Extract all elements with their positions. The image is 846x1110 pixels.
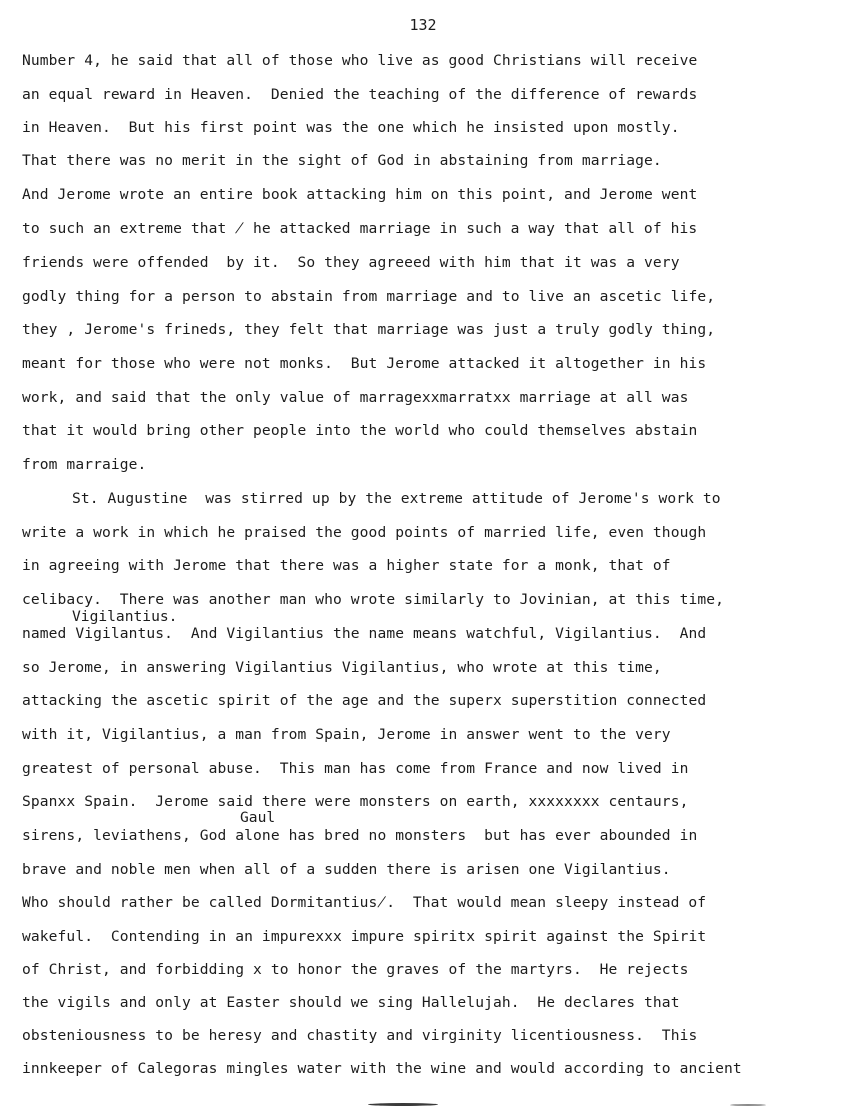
text-line: in Heaven. But his first point was the one which he insisted upon mostly.: [22, 119, 680, 136]
interlinear-insertion: Vigilantius.: [72, 608, 178, 625]
page-number: 132: [409, 16, 437, 34]
text-line: Spanxx Spain. Jerome said there were monsters on earth, xxxxxxxx centaurs,: [22, 793, 689, 810]
text-line: wakeful. Contending in an impurexxx impure spiritx spirit against the Spirit: [22, 928, 707, 945]
text-line: write a work in which he praised the good points of married life, even though: [22, 524, 707, 541]
text-line: Who should rather be called Dormitantius̸. That would mean sleepy instead of: [22, 894, 707, 911]
text-line: in agreeing with Jerome that there was a higher state for a monk, that of: [22, 557, 671, 574]
text-line: And Jerome wrote an entire book attacking him on this point, and Jerome went: [22, 186, 698, 203]
text-line: godly thing for a person to abstain from marriage and to live an ascetic life,: [22, 288, 716, 305]
text-line: St. Augustine was stirred up by the extreme attitude of Jerome's work to: [72, 490, 721, 507]
text-line: of Christ, and forbidding x to honor the graves of the martyrs. He rejects: [22, 961, 689, 978]
text-line: Number 4, he said that all of those who live as good Christians will receive: [22, 52, 698, 69]
text-line: named Vigilantus. And Vigilantius the name means watchful, Vigilantius. And: [22, 625, 707, 642]
text-line: so Jerome, in answering Vigilantius Vigilantius, who wrote at this time,: [22, 659, 662, 676]
text-line: to such an extreme that ̸ he attacked marriage in such a way that all of his: [22, 220, 698, 237]
text-line: friends were offended by it. So they agreeed with him that it was a very: [22, 254, 680, 271]
text-line: from marraige.: [22, 456, 147, 473]
text-line: That there was no merit in the sight of God in abstaining from marriage.: [22, 152, 662, 169]
text-line: greatest of personal abuse. This man has come from France and now lived in: [22, 760, 689, 777]
text-line: an equal reward in Heaven. Denied the teaching of the difference of rewards: [22, 86, 698, 103]
ink-smudge: [368, 1103, 438, 1106]
text-line: they , Jerome's frineds, they felt that marriage was just a truly godly thing,: [22, 321, 716, 338]
text-line: sirens, leviathens, God alone has bred no monsters but has ever abounded in: [22, 827, 698, 844]
text-line: innkeeper of Calegoras mingles water with the wine and would according to ancient: [22, 1060, 742, 1077]
text-line: celibacy. There was another man who wrote similarly to Jovinian, at this time,: [22, 591, 725, 608]
text-line: with it, Vigilantius, a man from Spain, Jerome in answer went to the very: [22, 726, 671, 743]
ink-smudge: [730, 1104, 766, 1106]
text-line: work, and said that the only value of marragexxmarratxx marriage at all was: [22, 389, 689, 406]
text-line: brave and noble men when all of a sudden there is arisen one Vigilantius.: [22, 861, 671, 878]
text-line: that it would bring other people into the world who could themselves abstain: [22, 422, 698, 439]
text-line: attacking the ascetic spirit of the age and the superx superstition connected: [22, 692, 707, 709]
interlinear-insertion: Gaul: [240, 809, 276, 826]
text-line: the vigils and only at Easter should we sing Hallelujah. He declares that: [22, 994, 680, 1011]
text-line: obsteniousness to be heresy and chastity and virginity licentiousness. This: [22, 1027, 698, 1044]
text-line: meant for those who were not monks. But Jerome attacked it altogether in his: [22, 355, 707, 372]
